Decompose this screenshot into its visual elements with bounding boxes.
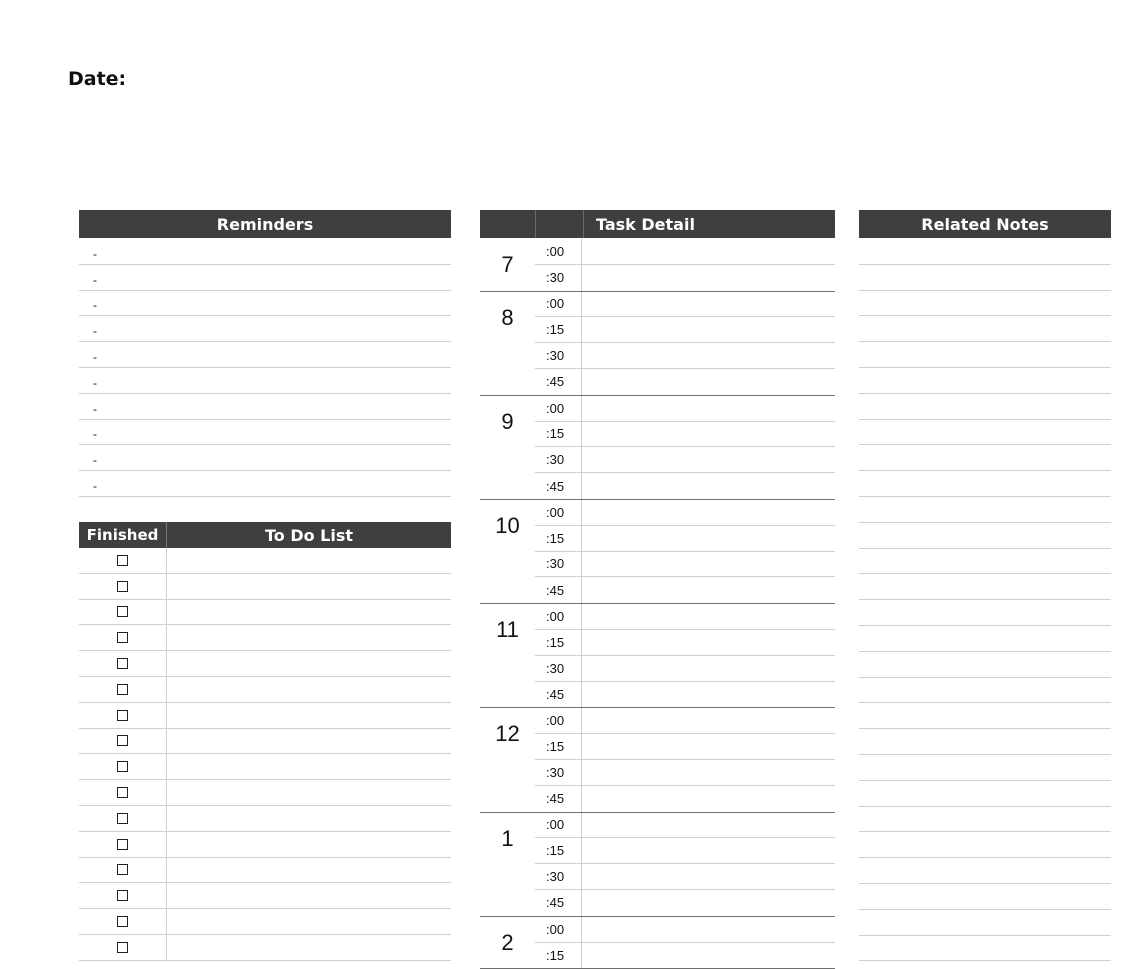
- finished-cell: [79, 677, 167, 702]
- time-slot: [535, 656, 835, 682]
- note-row[interactable]: [859, 910, 1111, 936]
- todo-text-field[interactable]: [167, 935, 451, 960]
- task-detail-field[interactable]: [582, 786, 835, 812]
- task-detail-title: Task Detail: [596, 214, 695, 234]
- hour-block: [480, 813, 835, 917]
- todo-text-field[interactable]: [167, 780, 451, 805]
- todo-row: [79, 806, 451, 832]
- hour-block: [480, 500, 835, 604]
- hour-label: 8: [501, 304, 514, 330]
- finished-checkbox[interactable]: [117, 581, 128, 592]
- note-row[interactable]: [859, 729, 1111, 755]
- hour-label: 11: [496, 617, 519, 643]
- time-slot: [535, 577, 835, 603]
- task-detail-field[interactable]: [582, 708, 835, 733]
- time-slot: [535, 526, 835, 552]
- todo-text-field[interactable]: [167, 806, 451, 831]
- finished-column-header: Finished: [79, 522, 167, 548]
- todo-text-field[interactable]: [167, 909, 451, 934]
- note-row[interactable]: [859, 342, 1111, 368]
- finished-checkbox[interactable]: [117, 735, 128, 746]
- task-detail-field[interactable]: [582, 422, 835, 447]
- related-notes-header: Related Notes: [859, 210, 1111, 238]
- minute-label: :00: [535, 604, 582, 629]
- time-slot: [535, 682, 835, 708]
- minute-label: :30: [535, 552, 582, 577]
- note-row[interactable]: [859, 755, 1111, 781]
- minute-label: :00: [535, 500, 582, 525]
- task-detail-field[interactable]: [582, 239, 835, 264]
- todo-text-field[interactable]: [167, 832, 451, 857]
- task-detail-field[interactable]: [582, 813, 835, 838]
- minute-label: :30: [535, 447, 582, 472]
- time-slot: [535, 317, 835, 343]
- minute-label: :45: [535, 682, 582, 708]
- finished-cell: [79, 651, 167, 676]
- time-slot: [535, 500, 835, 526]
- minute-label: :45: [535, 786, 582, 812]
- finished-cell: [79, 548, 167, 573]
- minute-label: :30: [535, 343, 582, 368]
- finished-cell: [79, 935, 167, 960]
- todo-text-field[interactable]: [167, 574, 451, 599]
- hour-column-header: [480, 210, 536, 238]
- finished-cell: [79, 883, 167, 908]
- finished-cell: [79, 600, 167, 625]
- time-slot: [535, 864, 835, 890]
- finished-checkbox[interactable]: [117, 710, 128, 721]
- minute-label: :15: [535, 838, 582, 863]
- minute-label: :15: [535, 317, 582, 342]
- hour-block: [480, 239, 835, 292]
- task-detail-field[interactable]: [582, 682, 835, 708]
- time-slot: [535, 292, 835, 318]
- todo-list: [79, 548, 451, 961]
- finished-checkbox[interactable]: [117, 658, 128, 669]
- finished-checkbox[interactable]: [117, 916, 128, 927]
- finished-cell: [79, 703, 167, 728]
- note-row[interactable]: [859, 884, 1111, 910]
- time-slot: [535, 396, 835, 422]
- time-slot: [535, 447, 835, 473]
- time-slot: [535, 734, 835, 760]
- hour-block: [480, 604, 835, 708]
- todo-row: [79, 832, 451, 858]
- todo-text-field[interactable]: [167, 729, 451, 754]
- task-detail-field[interactable]: [582, 890, 835, 916]
- schedule: [480, 239, 835, 969]
- task-detail-field[interactable]: [582, 317, 835, 342]
- task-detail-field[interactable]: [582, 265, 835, 291]
- todo-text-field[interactable]: [167, 754, 451, 779]
- note-row[interactable]: [859, 652, 1111, 678]
- task-detail-field[interactable]: [582, 369, 835, 395]
- todo-row: [79, 677, 451, 703]
- finished-checkbox[interactable]: [117, 787, 128, 798]
- finished-cell: [79, 574, 167, 599]
- todo-row: [79, 858, 451, 884]
- hour-block: [480, 708, 835, 812]
- reminder-row[interactable]: -: [79, 291, 451, 317]
- finished-cell: [79, 858, 167, 883]
- minute-label: :00: [535, 396, 582, 421]
- minute-label: :15: [535, 943, 582, 969]
- finished-checkbox[interactable]: [117, 890, 128, 901]
- reminder-row[interactable]: -: [79, 342, 451, 368]
- time-slot: [535, 890, 835, 916]
- note-row[interactable]: [859, 549, 1111, 575]
- todo-text-field[interactable]: [167, 883, 451, 908]
- reminder-row[interactable]: -: [79, 420, 451, 446]
- minute-column-header: [536, 210, 584, 238]
- time-slot: [535, 369, 835, 395]
- note-row[interactable]: [859, 291, 1111, 317]
- minute-label: :15: [535, 422, 582, 447]
- reminder-row[interactable]: -: [79, 239, 451, 265]
- todo-row: [79, 754, 451, 780]
- todo-row: [79, 883, 451, 909]
- finished-cell: [79, 832, 167, 857]
- note-row[interactable]: [859, 265, 1111, 291]
- note-row[interactable]: [859, 574, 1111, 600]
- task-detail-field[interactable]: [582, 577, 835, 603]
- time-slot: [535, 604, 835, 630]
- todo-row: [79, 651, 451, 677]
- todo-row: [79, 780, 451, 806]
- task-detail-field[interactable]: [582, 292, 835, 317]
- task-detail-field[interactable]: [582, 396, 835, 421]
- finished-checkbox[interactable]: [117, 555, 128, 566]
- minute-label: :45: [535, 473, 582, 499]
- finished-cell: [79, 754, 167, 779]
- time-slot: [535, 813, 835, 839]
- todo-text-field[interactable]: [167, 703, 451, 728]
- minute-label: :00: [535, 708, 582, 733]
- note-row[interactable]: [859, 394, 1111, 420]
- minute-label: :00: [535, 917, 582, 942]
- todo-text-field[interactable]: [167, 651, 451, 676]
- time-slot: [535, 265, 835, 291]
- finished-checkbox[interactable]: [117, 942, 128, 953]
- minute-label: :15: [535, 734, 582, 759]
- note-row[interactable]: [859, 471, 1111, 497]
- minute-label: :45: [535, 890, 582, 916]
- task-detail-field[interactable]: [582, 864, 835, 889]
- time-slot: [535, 838, 835, 864]
- finished-cell: [79, 909, 167, 934]
- note-row[interactable]: [859, 807, 1111, 833]
- related-notes-list: [859, 239, 1111, 961]
- time-slot: [535, 630, 835, 656]
- hour-label: 1: [501, 825, 514, 851]
- note-row[interactable]: [859, 703, 1111, 729]
- finished-cell: [79, 729, 167, 754]
- note-row[interactable]: [859, 368, 1111, 394]
- todo-text-field[interactable]: [167, 677, 451, 702]
- finished-checkbox[interactable]: [117, 813, 128, 824]
- finished-checkbox[interactable]: [117, 632, 128, 643]
- todo-row: [79, 574, 451, 600]
- note-row[interactable]: [859, 239, 1111, 265]
- time-slot: [535, 917, 835, 943]
- time-slot: [535, 422, 835, 448]
- finished-checkbox[interactable]: [117, 606, 128, 617]
- todo-text-field[interactable]: [167, 625, 451, 650]
- minute-label: :30: [535, 760, 582, 785]
- time-slot: [535, 552, 835, 578]
- time-slot: [535, 343, 835, 369]
- todo-text-field[interactable]: [167, 548, 451, 573]
- reminder-row[interactable]: -: [79, 394, 451, 420]
- note-row[interactable]: [859, 936, 1111, 962]
- note-row[interactable]: [859, 678, 1111, 704]
- time-slot: [535, 760, 835, 786]
- time-slot: [535, 786, 835, 812]
- time-slot: [535, 943, 835, 969]
- finished-cell: [79, 806, 167, 831]
- minute-label: :45: [535, 369, 582, 395]
- hour-block: [480, 917, 835, 969]
- task-detail-field[interactable]: [582, 500, 835, 525]
- task-detail-field[interactable]: [582, 447, 835, 472]
- task-detail-field[interactable]: [582, 734, 835, 759]
- minute-label: :30: [535, 864, 582, 889]
- note-row[interactable]: [859, 832, 1111, 858]
- task-detail-field[interactable]: [582, 630, 835, 655]
- finished-cell: [79, 780, 167, 805]
- minute-label: :00: [535, 292, 582, 317]
- minute-label: :45: [535, 577, 582, 603]
- minute-label: :00: [535, 239, 582, 264]
- hour-label: 12: [495, 721, 520, 747]
- finished-checkbox[interactable]: [117, 864, 128, 875]
- note-row[interactable]: [859, 858, 1111, 884]
- date-label: Date:: [68, 68, 127, 90]
- task-detail-field[interactable]: [582, 473, 835, 499]
- hour-label: 9: [501, 408, 514, 434]
- note-row[interactable]: [859, 316, 1111, 342]
- task-detail-field[interactable]: [582, 526, 835, 551]
- note-row[interactable]: [859, 781, 1111, 807]
- reminder-row[interactable]: -: [79, 265, 451, 291]
- task-detail-field[interactable]: [582, 552, 835, 577]
- minute-label: :15: [535, 526, 582, 551]
- todo-text-field[interactable]: [167, 858, 451, 883]
- todo-text-field[interactable]: [167, 600, 451, 625]
- time-slot: [535, 708, 835, 734]
- reminder-row[interactable]: -: [79, 316, 451, 342]
- hour-label: 10: [495, 512, 520, 538]
- todo-list-title: To Do List: [264, 525, 354, 545]
- task-detail-field[interactable]: [582, 943, 835, 969]
- time-slot: [535, 239, 835, 265]
- note-row[interactable]: [859, 523, 1111, 549]
- todo-header: [79, 522, 451, 548]
- hour-label: 2: [501, 929, 514, 955]
- finished-checkbox[interactable]: [117, 684, 128, 695]
- task-detail-header: [480, 210, 835, 238]
- reminder-row[interactable]: -: [79, 471, 451, 497]
- hour-label: 7: [501, 252, 514, 277]
- note-row[interactable]: [859, 445, 1111, 471]
- note-row[interactable]: [859, 600, 1111, 626]
- minute-label: :15: [535, 630, 582, 655]
- todo-row: [79, 909, 451, 935]
- minute-label: :30: [535, 656, 582, 681]
- note-row[interactable]: [859, 420, 1111, 446]
- task-detail-field[interactable]: [582, 343, 835, 368]
- time-slot: [535, 473, 835, 499]
- hour-block: [480, 396, 835, 500]
- hour-block: [480, 292, 835, 396]
- minute-label: :00: [535, 813, 582, 838]
- todo-row: [79, 548, 451, 574]
- todo-row: [79, 600, 451, 626]
- note-row[interactable]: [859, 626, 1111, 652]
- finished-checkbox[interactable]: [117, 839, 128, 850]
- reminders-header: Reminders: [79, 210, 451, 238]
- task-detail-field[interactable]: [582, 917, 835, 942]
- todo-row: [79, 703, 451, 729]
- finished-checkbox[interactable]: [117, 761, 128, 772]
- reminder-row[interactable]: -: [79, 445, 451, 471]
- reminders-list: [79, 239, 451, 497]
- minute-label: :30: [535, 265, 582, 291]
- todo-row: [79, 935, 451, 961]
- note-row[interactable]: [859, 497, 1111, 523]
- reminder-row[interactable]: -: [79, 368, 451, 394]
- task-detail-field[interactable]: [582, 604, 835, 629]
- todo-row: [79, 625, 451, 651]
- task-detail-field[interactable]: [582, 838, 835, 863]
- task-detail-field[interactable]: [582, 760, 835, 785]
- finished-cell: [79, 625, 167, 650]
- todo-row: [79, 729, 451, 755]
- task-detail-field[interactable]: [582, 656, 835, 681]
